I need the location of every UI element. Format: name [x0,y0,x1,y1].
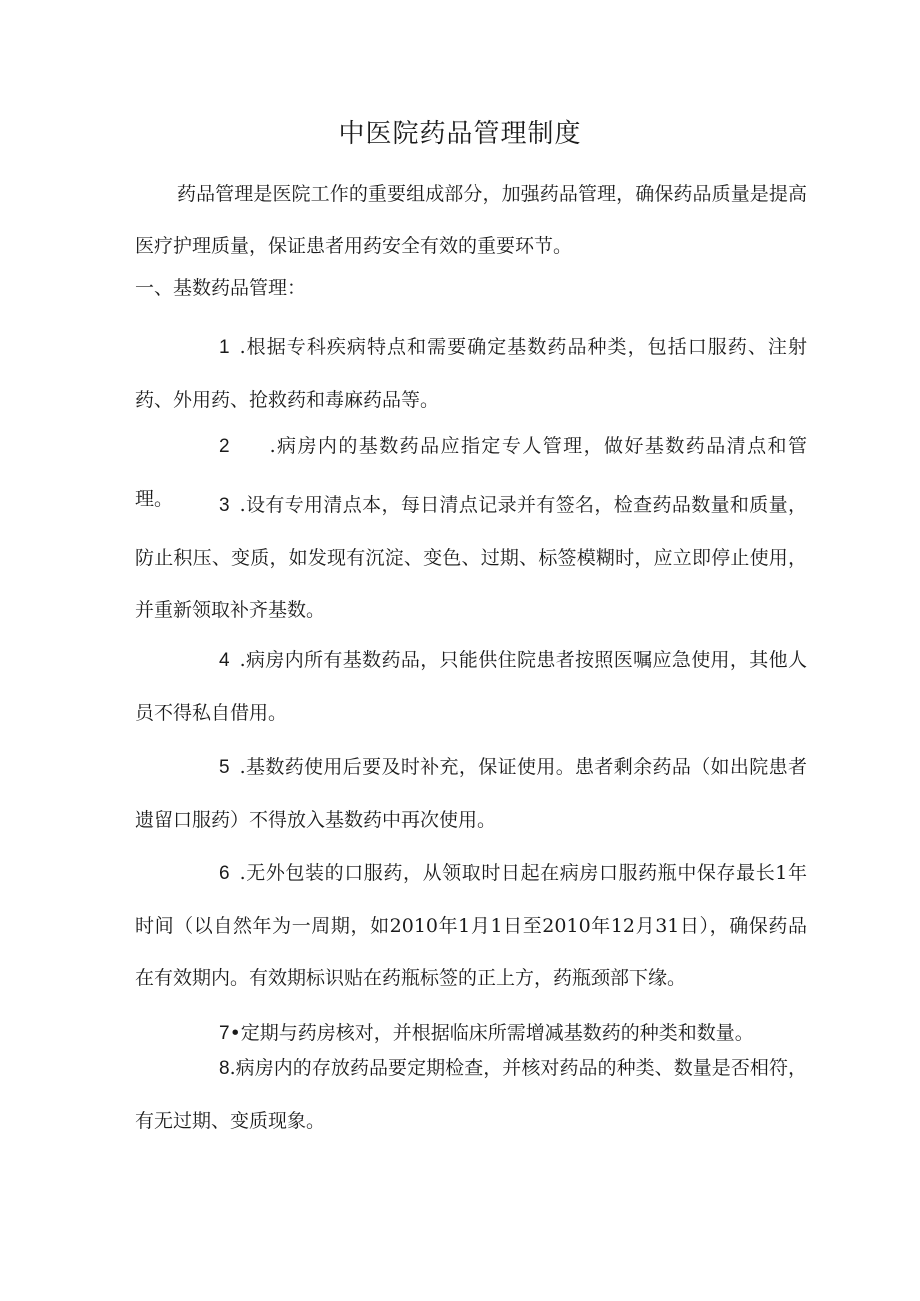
item-separator: . [239,649,246,671]
item-number: 7 [219,1023,230,1044]
list-item-5 [135,741,807,846]
item-text: 病房内的基数药品应指定专人管理，做好基数药品清点和管理。 [135,435,807,510]
intro-paragraph: 药品管理是医院工作的重要组成部分，加强药品管理，确保药品质量是提高医疗护理质量，保证患者用药安全有效的重要环节。 [135,183,807,257]
item-text: 根据专科疾病特点和需要确定基数药品种类，包括口服药、注射药、外用药、抢救药和毒麻药品等。 [135,336,807,411]
document-title: 中医院药品管理制度 [338,119,582,149]
item-number: 6 [219,863,230,884]
item-separator: . [269,435,276,457]
section-heading: 一、基数药品管理： [135,277,307,299]
item-text: 基数药使用后要及时补充，保证使用。患者剩余药品（如出院患者遗留口服药）不得放入基数药中再次使用。 [135,756,807,831]
item-separator: • [229,1022,241,1044]
item-text: 无外包装的口服药，从领取时日起在病房口服药瓶中保存最长1年时间（以自然年为一周期，如2010年1月1日至2010年12月31日），确保药品在有效期内。有效期标识贴在药瓶标签的正上方，药瓶颈部下缘。 [135,862,807,989]
item-text: 病房内的存放药品要定期检查，并核对药品的种类、数量是否相符，有无过期、变质现象。 [135,1057,807,1132]
item-number: 2 [219,436,230,457]
item-separator: . [239,862,246,884]
item-number: 8 [219,1058,230,1079]
list-item-4 [135,634,807,739]
item-separator: . [229,1057,236,1079]
list-item-8 [135,1042,807,1147]
item-number: 4 [219,650,230,671]
item-number: 5 [219,757,230,778]
item-number: 1 [219,337,230,358]
item-separator: . [239,494,246,516]
item-separator: . [239,756,246,778]
item-text: 病房内所有基数药品，只能供住院患者按照医嘱应急使用，其他人员不得私自借用。 [135,649,807,724]
item-number: 3 [219,495,230,516]
list-item-6 [135,847,807,1004]
list-item-1 [135,321,807,426]
item-text: 设有专用清点本，每日清点记录并有签名，检查药品数量和质量，防止积压、变质，如发现有沉淀、变色、过期、标签模糊时，应立即停止使用，并重新领取补齐基数。 [135,494,807,621]
item-separator: . [239,336,246,358]
list-item-3 [135,479,807,636]
item-text: 定期与药房核对，并根据临床所需增减基数药的种类和数量。 [240,1022,754,1044]
